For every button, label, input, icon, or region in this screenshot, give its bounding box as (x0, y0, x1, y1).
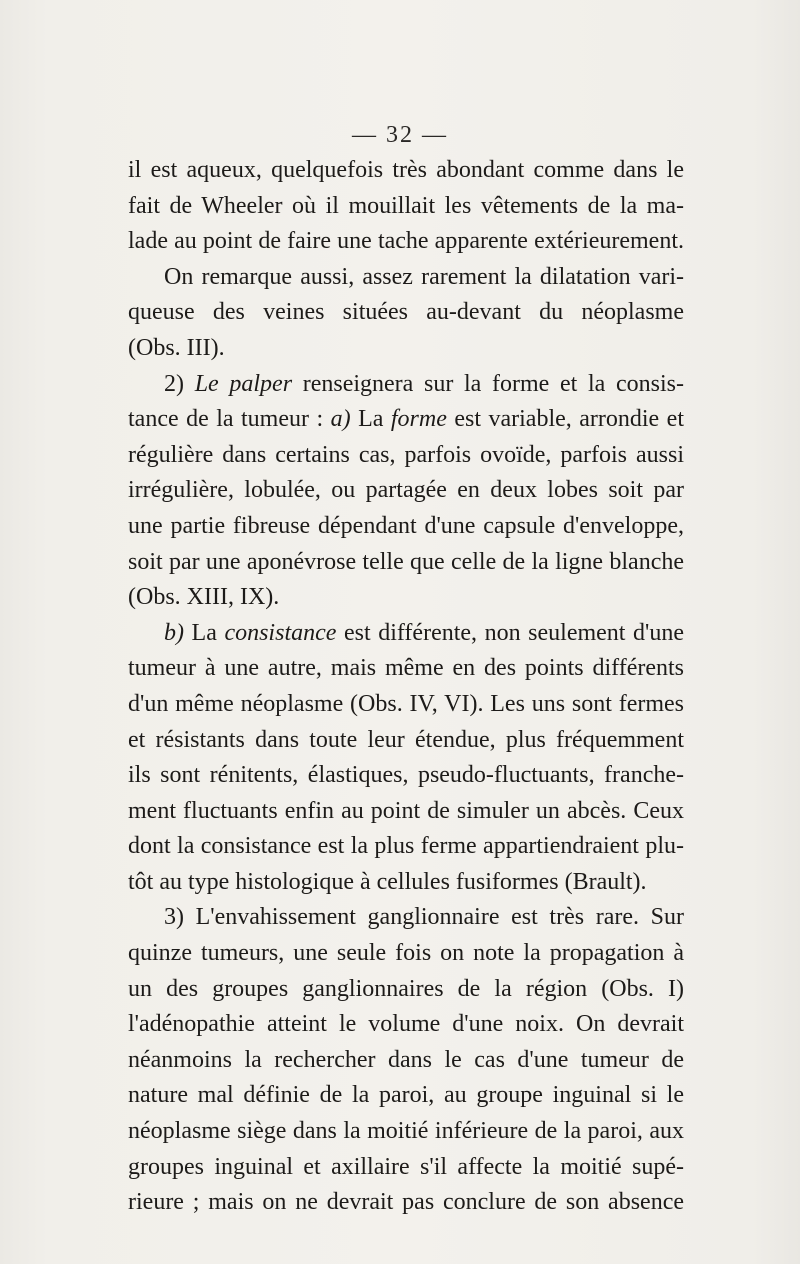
text-line: néoplasme siège dans la moitié inférieure de la paroi, aux (128, 1118, 684, 1145)
body-text (128, 153, 684, 1221)
text-line: néanmoins la rechercher dans le cas d'une tumeur de (128, 1046, 684, 1073)
text-fragment: tance de la tumeur : (128, 406, 331, 433)
text-fragment: est variable, arrondie et (446, 406, 685, 433)
text-line (128, 367, 684, 403)
text-fragment: renseignera sur la forme et la consis- (292, 370, 684, 397)
text-line: (Obs. XIII, IX). (128, 584, 280, 611)
text-line (128, 402, 684, 438)
text-line: d'un même néoplasme (Obs. IV, VI). Les uns sont fermes (128, 690, 684, 717)
text-line: dont la consistance est la plus ferme appartiendraient plu- (128, 833, 684, 860)
text-line: fait de Wheeler où il mouillait les vêtements de la ma- (128, 192, 684, 219)
text-line: lade au point de faire une tache apparente extérieurement. (128, 228, 684, 255)
text-line: ment fluctuants enfin au point de simuler un abcès. Ceux (128, 797, 684, 824)
text-line: soit par une aponévrose telle que celle de la ligne blanche (128, 548, 684, 575)
text-fragment: La (184, 619, 225, 646)
text-line (128, 616, 684, 652)
italic-term-consistance: consistance (224, 619, 337, 646)
text-line: quinze tumeurs, une seule fois on note la propagation à (128, 940, 684, 967)
text-line: ils sont rénitents, élastiques, pseudo-fluctuants, franche- (128, 762, 684, 789)
text-line: régulière dans certains cas, parfois ovoïde, parfois aussi (128, 441, 684, 468)
text-line: (Obs. III). (128, 334, 225, 361)
text-line: queuse des veines situées au-devant du néoplasme (128, 299, 684, 326)
text-fragment: La (350, 406, 391, 433)
text-line: une partie fibreuse dépendant d'une capsule d'enveloppe, (128, 512, 684, 539)
text-line: 3) L'envahissement ganglionnaire est très rare. Sur (164, 904, 684, 931)
text-line: il est aqueux, quelquefois très abondant comme dans le (128, 157, 684, 183)
page-number: — 32 — (352, 122, 448, 148)
italic-marker-a: a) (330, 406, 351, 433)
italic-term-forme: forme (390, 406, 447, 433)
text-fragment: 2) (164, 370, 195, 397)
italic-term-palper: Le palper (194, 370, 293, 397)
text-line: On remarque aussi, assez rarement la dilatation vari- (164, 263, 684, 290)
text-line: nature mal définie de la paroi, au groupe inguinal si le (128, 1082, 684, 1109)
text-line: tumeur à une autre, mais même en des points différents (128, 655, 684, 682)
text-line: un des groupes ganglionnaires de la région (Obs. I) (128, 975, 684, 1002)
text-fragment: est différente, non seulement d'une (336, 619, 684, 646)
text-line: groupes inguinal et axillaire s'il affecte la moitié supé- (128, 1153, 684, 1180)
text-line: rieure ; mais on ne devrait pas conclure de son absence (128, 1189, 684, 1216)
italic-marker-b: b) (164, 619, 184, 646)
text-line: et résistants dans toute leur étendue, plus fréquemment (128, 726, 684, 753)
text-line: l'adénopathie atteint le volume d'une noix. On devrait (128, 1011, 684, 1038)
text-line: irrégulière, lobulée, ou partagée en deux lobes soit par (128, 477, 684, 504)
text-line: tôt au type histologique à cellules fusiformes (Brault). (128, 868, 647, 895)
